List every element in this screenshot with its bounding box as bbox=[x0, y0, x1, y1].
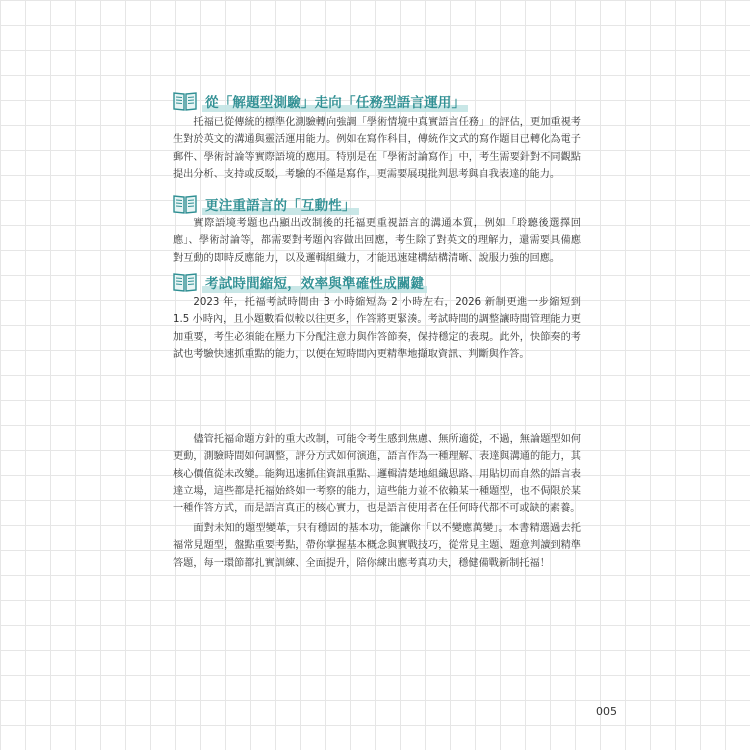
section-paragraph-3: 2023 年，托福考試時間由 3 小時縮短為 2 小時左右，2026 新制更進一步縮短到 1.5 小時內，且小題數看似較以往更多，作答將更緊湊。考試時間的調整讓時間管理能力更加重要，考生必須能在壓力下分配注意力與作答節奏，保持穩定的表現。此外，快節奏的考試也考驗快速抓重點的能力，以便在短時間內更精準地擷取資訊、判斷與作答。 bbox=[173, 297, 581, 360]
closing-paragraph-2: 面對未知的題型變革，只有穩固的基本功，能讓你「以不變應萬變」。本書精選過去托福常見題型，盤點重要考點，帶你掌握基本概念與實戰技巧，從常見主題、題意判讀到精準答題，每一環節都扎實訓練、全面提升，陪你練出應考真功夫，穩健備戰新制托福！ bbox=[173, 523, 581, 569]
section-title: 考試時間縮短，效率與準確性成關鍵 bbox=[202, 276, 427, 292]
open-book-icon bbox=[172, 90, 198, 112]
open-book-icon bbox=[172, 271, 198, 293]
section-heading-2 bbox=[172, 192, 359, 216]
section-paragraph-1: 托福已從傳統的標準化測驗轉向強調「學術情境中真實語言任務」的評估，更加重視考生對於英文的溝通與靈活運用能力。例如在寫作科目，傳統作文式的寫作題目已轉化為電子郵件、學術討論等實際語境的應用。特別是在「學術討論寫作」中，考生需要針對不同觀點提出分析、支持或反駁，考驗的不僅是寫作，更需要展現批判思考與自我表達的能力。 bbox=[173, 117, 581, 180]
open-book-icon bbox=[172, 193, 198, 215]
section-heading-1 bbox=[172, 89, 468, 113]
closing-paragraph-1: 儘管托福命題方針的重大改制，可能令考生感到焦慮、無所適從，不過，無論題型如何更動，測驗時間如何調整，評分方式如何演進，語言作為一種理解、表達與溝通的能力，其核心價值從未改變。能夠迅速抓住資訊重點、邏輯清楚地組織思路、用貼切而自然的語言表達立場，這些都是托福始終如一考察的能力，這些能力並不依賴某一種題型，也不侷限於某一種作答方式，而是語言真正的核心實力，也是語言使用者在任何時代都不可或缺的素養。 bbox=[173, 434, 581, 515]
section-title: 更注重語言的「互動性」 bbox=[202, 198, 359, 214]
page-number: 005 bbox=[596, 705, 617, 718]
section-heading-3 bbox=[172, 270, 427, 294]
section-title: 從「解題型測驗」走向「任務型語言運用」 bbox=[202, 95, 468, 111]
section-paragraph-2: 實際語境考題也凸顯出改制後的托福更重視語言的溝通本質，例如「聆聽後選擇回應」、學術討論等，都需要對考題內容做出回應，考生除了對英文的理解力，還需要具備應對互動的即時反應能力，以及邏輯組織力，才能迅速建構結構清晰、說服力強的回應。 bbox=[173, 218, 581, 264]
